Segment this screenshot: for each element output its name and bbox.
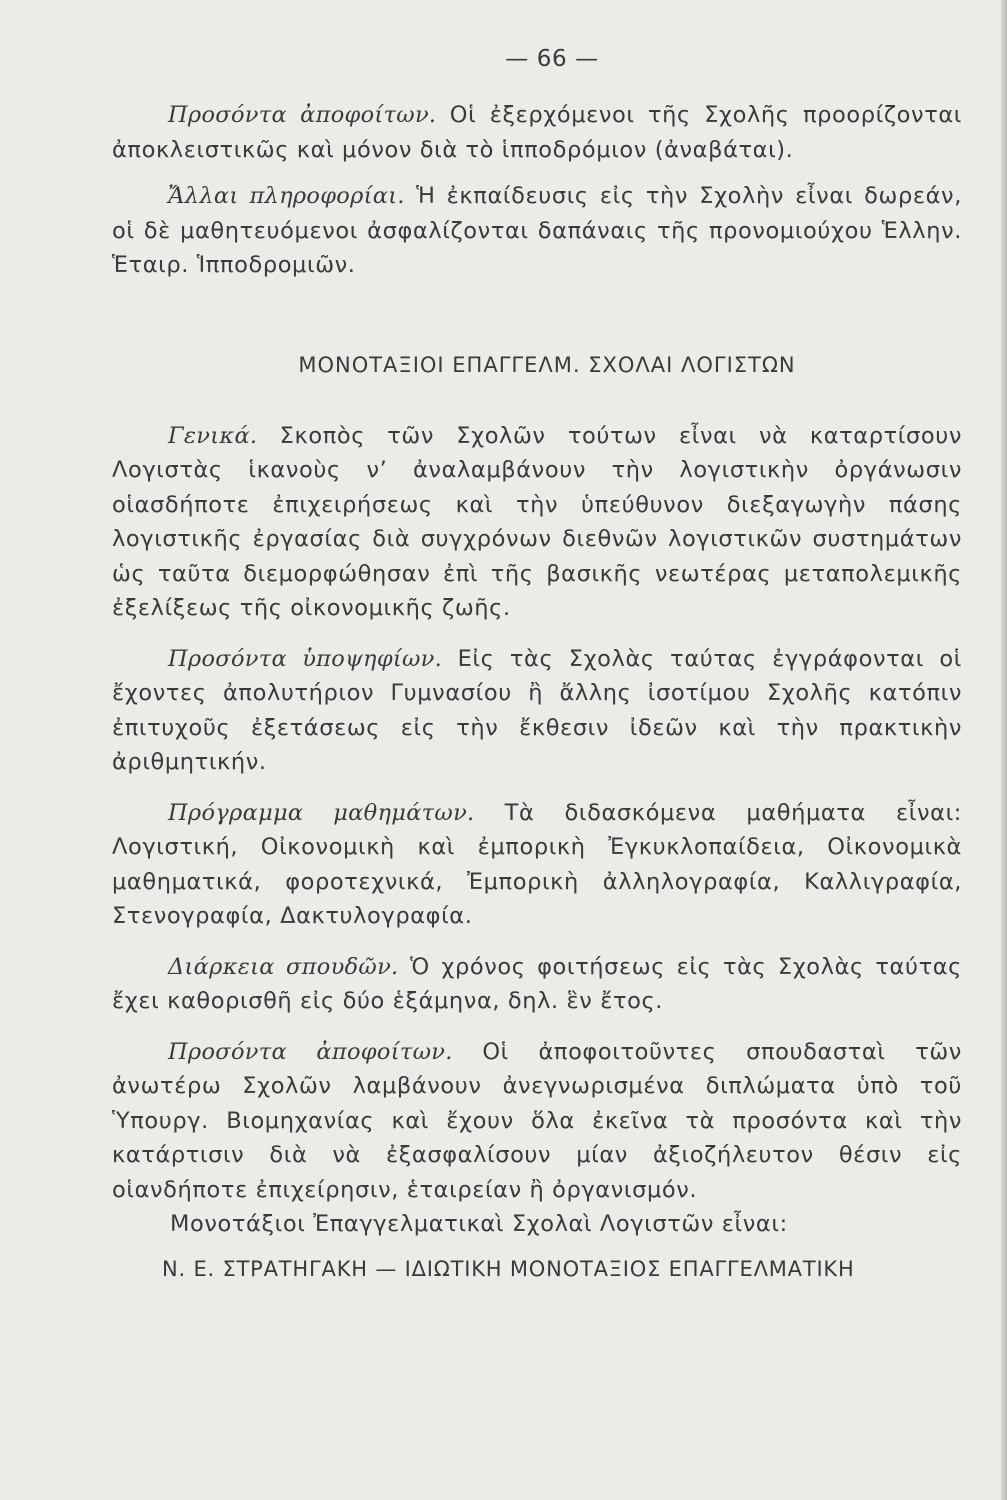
section-heading: ΜΟΝΟΤΑΞΙΟΙ ΕΠΑΓΓΕΛΜ. ΣΧΟΛΑΙ ΛΟΓΙΣΤΩΝ	[298, 352, 796, 377]
paragraph-general	[112, 419, 962, 626]
paragraph-study-duration	[112, 950, 962, 1019]
paragraph-text: Οἱ ἐξερχόμενοι τῆς Σχολῆς προορίζονται ἀποκλειστικῶς καὶ μόνον διὰ τὸ ἱπποδρόμιον (ἀναβάται).	[112, 102, 962, 163]
page-number: — 66 —	[505, 46, 599, 72]
paragraph-graduate-qualifications-accountants	[112, 1035, 962, 1208]
paragraph-text: Τὰ διδασκόμενα μαθήματα εἶναι: Λογιστική, Οἰκονομικὴ καὶ ἐμπορικὴ Ἐγκυκλοπαίδεια, Οἰκονομικὰ μαθηματικά, φοροτεχνικά, Ἐμπορικὴ ἀλληλογραφία, Καλλιγραφία, Στενογραφία, Δακτυλογραφία.	[112, 799, 962, 929]
school-entry: Ν. Ε. ΣΤΡΑΤΗΓΑΚΗ — ΙΔΙΩΤΙΚΗ ΜΟΝΟΤΑΞΙΟΣ ΕΠΑΓΓΕΛΜΑΤΙΚΗ	[162, 1257, 855, 1281]
paragraph-text: Ἡ ἐκπαίδευσις εἰς τὴν Σχολὴν εἶναι δωρεάν, οἱ δὲ μαθητευόμενοι ἀσφαλίζονται δαπάναις τῆς προνομιούχου Ἑλλην. Ἑταιρ. Ἱπποδρομιῶν.	[112, 183, 962, 278]
page-edge-shadow	[1001, 0, 1007, 1500]
paragraph-lead: Διάρκεια σπουδῶν.	[168, 953, 399, 980]
paragraph-course-programme	[112, 796, 962, 934]
paragraph-lead: Γενικά.	[168, 422, 258, 449]
schools-list-intro: Μονοτάξιοι Ἐπαγγελματικαὶ Σχολαὶ Λογιστῶν εἶναι:	[170, 1211, 788, 1237]
paragraph-text: Οἱ ἀποφοιτοῦντες σπουδασταὶ τῶν ἀνωτέρω Σχολῶν λαμβάνουν ἀνεγνωρισμένα διπλώματα ὑπὸ τοῦ Ὑπουργ. Βιομηχανίας καὶ ἔχουν ὅλα ἐκεῖνα τὰ προσόντα καὶ τὴν κατάρτισιν διὰ νὰ ἐξασφαλίσουν μίαν ἀξιοζήλευτον θέσιν εἰς οἱανδήποτε ἐπιχείρησιν, ἑταιρείαν ἢ ὀργανισμόν.	[112, 1038, 962, 1203]
paragraph-lead: Προσόντα ἀποφοίτων.	[168, 102, 437, 128]
paragraph-other-information	[112, 179, 962, 283]
paragraph-graduate-qualifications-riders	[112, 98, 962, 167]
paragraph-lead: Προσόντα ὑποψηφίων.	[168, 645, 443, 672]
paragraph-lead: Προσόντα ἀποφοίτων.	[168, 1038, 453, 1065]
page-content	[112, 40, 962, 1281]
paragraph-lead: Ἄλλαι πληροφορίαι.	[168, 183, 405, 209]
paragraph-text: Ὁ χρόνος φοιτήσεως εἰς τὰς Σχολὰς ταύτας ἔχει καθορισθῆ εἰς δύο ἑξάμηνα, δηλ. ἓν ἔτος.	[112, 953, 962, 1014]
paragraph-text: Σκοπὸς τῶν Σχολῶν τούτων εἶναι νὰ καταρτίσουν Λογιστὰς ἱκανοὺς ν’ ἀναλαμβάνουν τὴν λογιστικὴν ὀργάνωσιν οἱασδήποτε ἐπιχειρήσεως καὶ τὴν ὑπεύθυνον διεξαγωγὴν πάσης λογιστικῆς ἐργασίας διὰ συγχρόνων διεθνῶν λογιστικῶν συστημάτων ὡς ταῦτα διεμορφώθησαν ἐπὶ τῆς βασικῆς νεωτέρας μεταπολεμικῆς ἐξελίξεως τῆς οἰκονομικῆς ζωῆς.	[112, 422, 962, 621]
paragraph-candidate-qualifications	[112, 642, 962, 780]
paragraph-text: Εἰς τὰς Σχολὰς ταύτας ἐγγράφονται οἱ ἔχοντες ἀπολυτήριον Γυμνασίου ἢ ἄλλης ἰσοτίμου Σχολῆς κατόπιν ἐπιτυχοῦς ἐξετάσεως εἰς τὴν ἔκθεσιν ἰδεῶν καὶ τὴν πρακτικὴν ἀριθμητικήν.	[112, 645, 962, 775]
paragraph-lead: Πρόγραμμα μαθημάτων.	[168, 799, 475, 826]
